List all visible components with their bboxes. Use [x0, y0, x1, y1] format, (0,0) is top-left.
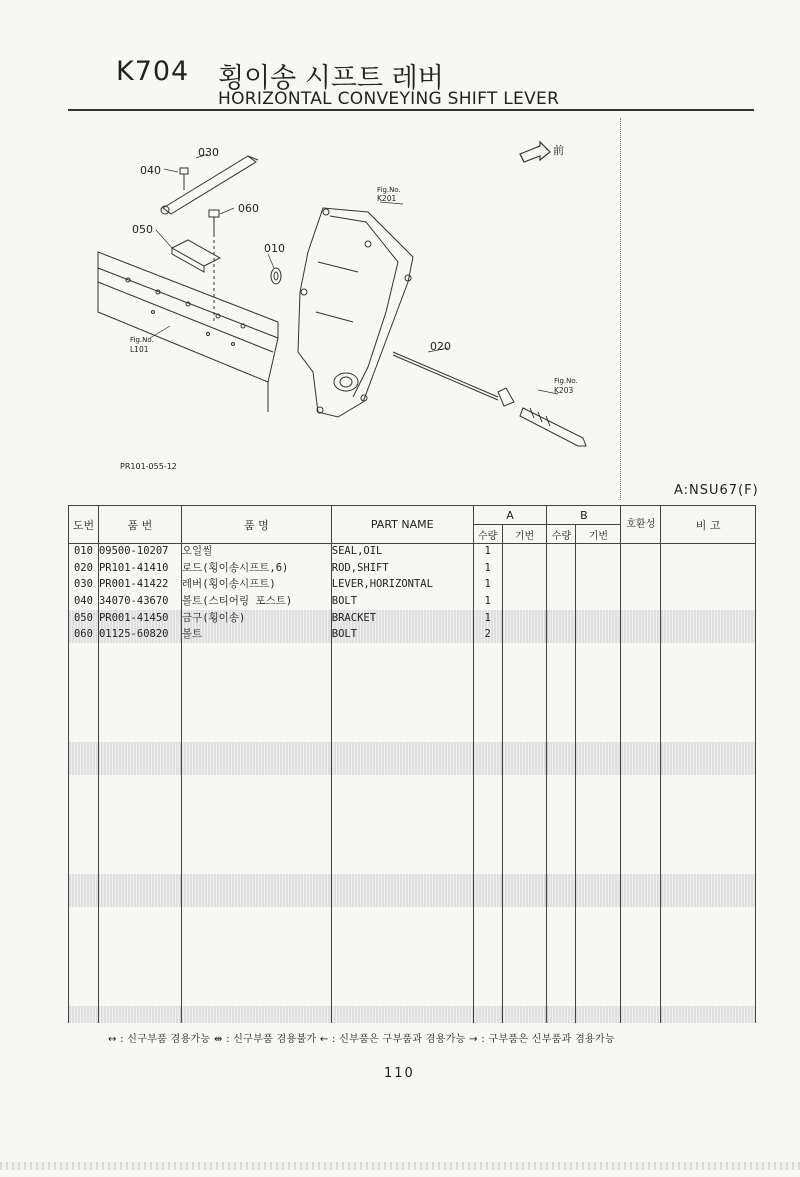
- row-part-no: PR001-41450: [98, 610, 181, 627]
- front-arrow-icon: [520, 142, 550, 162]
- table-row-empty: [69, 759, 756, 776]
- row-part-no: 09500-10207: [98, 544, 181, 561]
- callout-020: 020: [430, 340, 451, 353]
- scan-edge: [0, 1162, 800, 1170]
- header-rule: [68, 109, 754, 111]
- row-part-name: BRACKET: [331, 610, 473, 627]
- compatibility-legend: ↔ : 신구부품 겸용가능 ⇹ : 신구부품 겸용불가 ← : 신부품은 구부품과 겸용가능 → : 구부품은 신부품과 겸용가능: [108, 1034, 615, 1045]
- row-name-ko: 로드(횡이송시프트,6): [181, 561, 331, 578]
- catalog-code: K704: [116, 56, 190, 87]
- callout-030: 030: [198, 146, 219, 159]
- table-row-empty: [69, 891, 756, 908]
- table-row-empty: [69, 808, 756, 825]
- row-qty: 1: [473, 594, 502, 611]
- row-no: 020: [69, 561, 99, 578]
- model-label: A:NSU67(F): [674, 483, 759, 498]
- row-qty: 1: [473, 610, 502, 627]
- table-row-empty: [69, 693, 756, 710]
- header-qty-b: 수량: [547, 525, 576, 544]
- table-row: [69, 627, 756, 644]
- page-number: 110: [384, 1066, 415, 1081]
- row-part-no: PR101-41410: [98, 561, 181, 578]
- header-base-b: 기번: [576, 525, 621, 544]
- table-row-empty: [69, 907, 756, 924]
- page-title-korean: 횡이송 시프트 레버: [218, 63, 444, 94]
- header-qty-a: 수량: [473, 525, 502, 544]
- row-qty: 2: [473, 627, 502, 644]
- table-row-empty: [69, 940, 756, 957]
- fig-ref-k203-code: K203: [554, 386, 574, 395]
- table-row: [69, 544, 756, 561]
- header-group-b: B: [547, 506, 621, 525]
- row-part-no: PR001-41422: [98, 577, 181, 594]
- table-row-empty: [69, 709, 756, 726]
- row-qty: 1: [473, 577, 502, 594]
- row-part-name: BOLT: [331, 594, 473, 611]
- table-row-empty: [69, 841, 756, 858]
- header-name-ko: 품 명: [181, 506, 331, 544]
- row-part-no: 01125-60820: [98, 627, 181, 644]
- fig-ref-l101-label: Fig.No.: [130, 336, 154, 344]
- frame-rail: [98, 252, 278, 412]
- fig-ref-l101-code: L101: [130, 345, 149, 354]
- row-name-ko: 오일씰: [181, 544, 331, 561]
- shift-rod: [393, 352, 586, 446]
- table-row: [69, 561, 756, 578]
- bracket-shape: [172, 240, 220, 272]
- table-row-empty: [69, 792, 756, 809]
- fig-ref-k201-label: Fig.No.: [377, 186, 401, 194]
- header-group-a: A: [473, 506, 547, 525]
- table-row: [69, 610, 756, 627]
- table-row-empty: [69, 825, 756, 842]
- row-part-name: LEVER,HORIZONTAL: [331, 577, 473, 594]
- row-no: 050: [69, 610, 99, 627]
- row-part-name: BOLT: [331, 627, 473, 644]
- row-name-ko: 볼트: [181, 627, 331, 644]
- front-label: 前: [553, 144, 564, 157]
- callout-040: 040: [140, 164, 161, 177]
- table-row: [69, 577, 756, 594]
- callout-010: 010: [264, 242, 285, 255]
- housing-k201: [298, 208, 413, 417]
- table-row-empty: [69, 973, 756, 990]
- fig-ref-k203-label: Fig.No.: [554, 377, 578, 385]
- row-part-name: ROD,SHIFT: [331, 561, 473, 578]
- parts-table-body: [69, 544, 756, 1024]
- row-name-ko: 레버(횡이송시프트): [181, 577, 331, 594]
- parts-table: [68, 505, 756, 1023]
- row-qty: 1: [473, 544, 502, 561]
- row-part-name: SEAL,OIL: [331, 544, 473, 561]
- header-remarks: 비 고: [661, 506, 756, 544]
- table-row-empty: [69, 775, 756, 792]
- fig-ref-k201-code: K201: [377, 194, 397, 203]
- oil-seal-shape: [271, 268, 281, 284]
- row-part-no: 34070-43670: [98, 594, 181, 611]
- table-row: [69, 594, 756, 611]
- callout-050: 050: [132, 223, 153, 236]
- table-row-empty: [69, 643, 756, 660]
- table-row-empty: [69, 726, 756, 743]
- header-base-a: 기번: [502, 525, 547, 544]
- exploded-parts-diagram: [68, 112, 628, 472]
- table-row-empty: [69, 924, 756, 941]
- header-part-name: PART NAME: [331, 506, 473, 544]
- table-row-empty: [69, 858, 756, 875]
- row-no: 040: [69, 594, 99, 611]
- row-qty: 1: [473, 561, 502, 578]
- row-name-ko: 금구(횡이송): [181, 610, 331, 627]
- header-part-no: 품 번: [98, 506, 181, 544]
- table-row-empty: [69, 990, 756, 1007]
- figure-code: PR101-055-12: [120, 462, 177, 471]
- row-name-ko: 볼트(스티어링 포스트): [181, 594, 331, 611]
- bolt-040-shape: [180, 168, 188, 190]
- bolt-060-shape: [209, 210, 219, 322]
- header-no: 도번: [69, 506, 99, 544]
- table-row-empty: [69, 676, 756, 693]
- table-row-empty: [69, 742, 756, 759]
- row-no: 010: [69, 544, 99, 561]
- row-no: 060: [69, 627, 99, 644]
- page-title-english: HORIZONTAL CONVEYING SHIFT LEVER: [218, 89, 560, 109]
- leader-lines: [150, 154, 558, 394]
- header-compat: 호환성: [621, 506, 661, 544]
- callout-060: 060: [238, 202, 259, 215]
- table-row-empty: [69, 874, 756, 891]
- table-row-empty: [69, 1006, 756, 1023]
- table-row-empty: [69, 660, 756, 677]
- table-row-empty: [69, 957, 756, 974]
- row-no: 030: [69, 577, 99, 594]
